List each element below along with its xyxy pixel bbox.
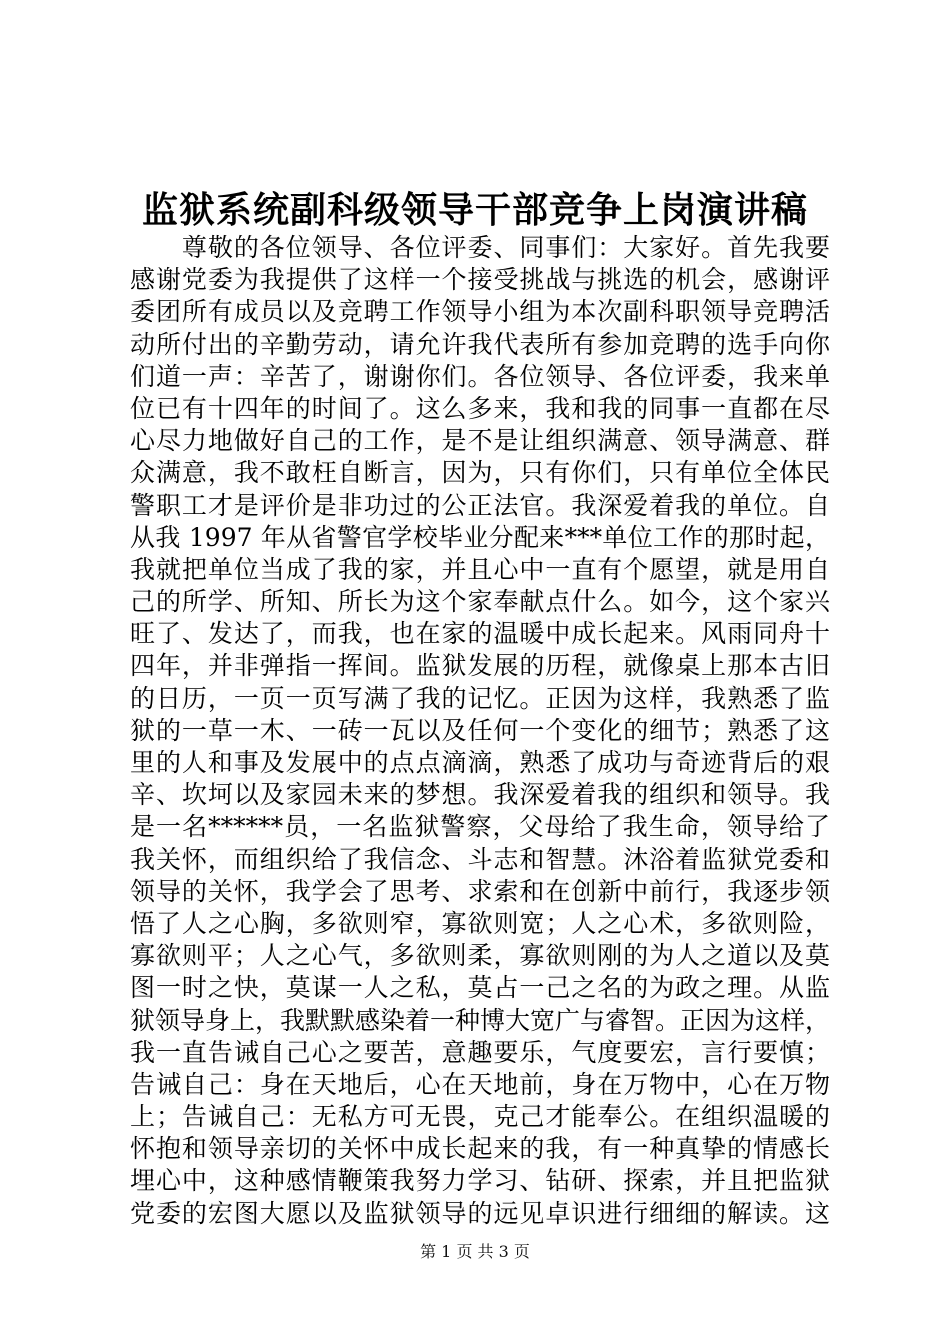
body-line: 尊敬的各位领导、各位评委、同事们：大家好。首先我要	[130, 233, 830, 262]
body-line: 是一名******员，一名监狱警察，父母给了我生命，领导给了	[130, 812, 830, 842]
body-line: 上；告诫自己：无私方可无畏，克己才能奉公。在组织温暖的	[130, 1102, 830, 1132]
body-line: 寡欲则平；人之心气，多欲则柔，寡欲则刚的为人之道以及莫	[130, 941, 830, 971]
body-line: 图一时之快，莫谋一人之私，莫占一己之名的为政之理。从监	[130, 973, 830, 1003]
body-line: 狱的一草一木、一砖一瓦以及任何一个变化的细节；熟悉了这	[130, 715, 830, 745]
body-line: 我一直告诫自己心之要苦，意趣要乐，气度要宏，言行要慎；	[130, 1037, 830, 1067]
body-line: 众满意，我不敢枉自断言，因为，只有你们，只有单位全体民	[130, 458, 830, 488]
body-line: 感谢党委为我提供了这样一个接受挑战与挑选的机会，感谢评	[130, 265, 830, 295]
body-line: 的日历，一页一页写满了我的记忆。正因为这样，我熟悉了监	[130, 683, 830, 713]
body-line: 动所付出的辛勤劳动，请允许我代表所有参加竞聘的选手向你	[130, 329, 830, 359]
body-line: 里的人和事及发展中的点点滴滴，熟悉了成功与奇迹背后的艰	[130, 748, 830, 777]
body-line: 我就把单位当成了我的家，并且心中一直有个愿望，就是用自	[130, 554, 830, 584]
body-line: 悟了人之心胸，多欲则窄，寡欲则宽；人之心术，多欲则险，	[130, 908, 830, 938]
body-line: 我关怀，而组织给了我信念、斗志和智慧。沐浴着监狱党委和	[130, 844, 830, 874]
document-body	[130, 232, 830, 1230]
body-line: 党委的宏图大愿以及监狱领导的远见卓识进行细细的解读。这	[130, 1198, 830, 1228]
body-line: 四年，并非弹指一挥间。监狱发展的历程，就像桌上那本古旧	[130, 651, 830, 681]
body-line: 们道一声：辛苦了，谢谢你们。各位领导、各位评委，我来单	[130, 361, 830, 391]
body-line: 委团所有成员以及竞聘工作领导小组为本次副科职领导竞聘活	[130, 297, 830, 327]
body-line: 从我 1997 年从省警官学校毕业分配来***单位工作的那时起，	[130, 522, 830, 552]
body-line: 告诫自己：身在天地后，心在天地前，身在万物中，心在万物	[130, 1069, 830, 1099]
document-title: 监狱系统副科级领导干部竞争上岗演讲稿	[141, 189, 808, 231]
page-footer: 第 1 页 共 3 页	[420, 1242, 530, 1261]
body-line: 辛、坎坷以及家园未来的梦想。我深爱着我的组织和领导。我	[130, 780, 830, 810]
body-line: 埋心中，这种感情鞭策我努力学习、钻研、探索，并且把监狱	[130, 1166, 830, 1196]
body-line: 旺了、发达了，而我，也在家的温暖中成长起来。风雨同舟十	[130, 619, 830, 649]
body-line: 怀抱和领导亲切的关怀中成长起来的我，有一种真挚的情感长	[130, 1134, 830, 1164]
body-line: 己的所学、所知、所长为这个家奉献点什么。如今，这个家兴	[130, 587, 830, 617]
body-line: 位已有十四年的时间了。这么多来，我和我的同事一直都在尽	[130, 393, 830, 423]
body-line: 心尽力地做好自己的工作，是不是让组织满意、领导满意、群	[130, 426, 830, 456]
body-line: 领导的关怀，我学会了思考、求索和在创新中前行，我逐步领	[130, 876, 830, 906]
body-line: 警职工才是评价是非功过的公正法官。我深爱着我的单位。自	[130, 490, 830, 520]
body-line: 狱领导身上，我默默感染着一种博大宽广与睿智。正因为这样，	[130, 1005, 831, 1035]
